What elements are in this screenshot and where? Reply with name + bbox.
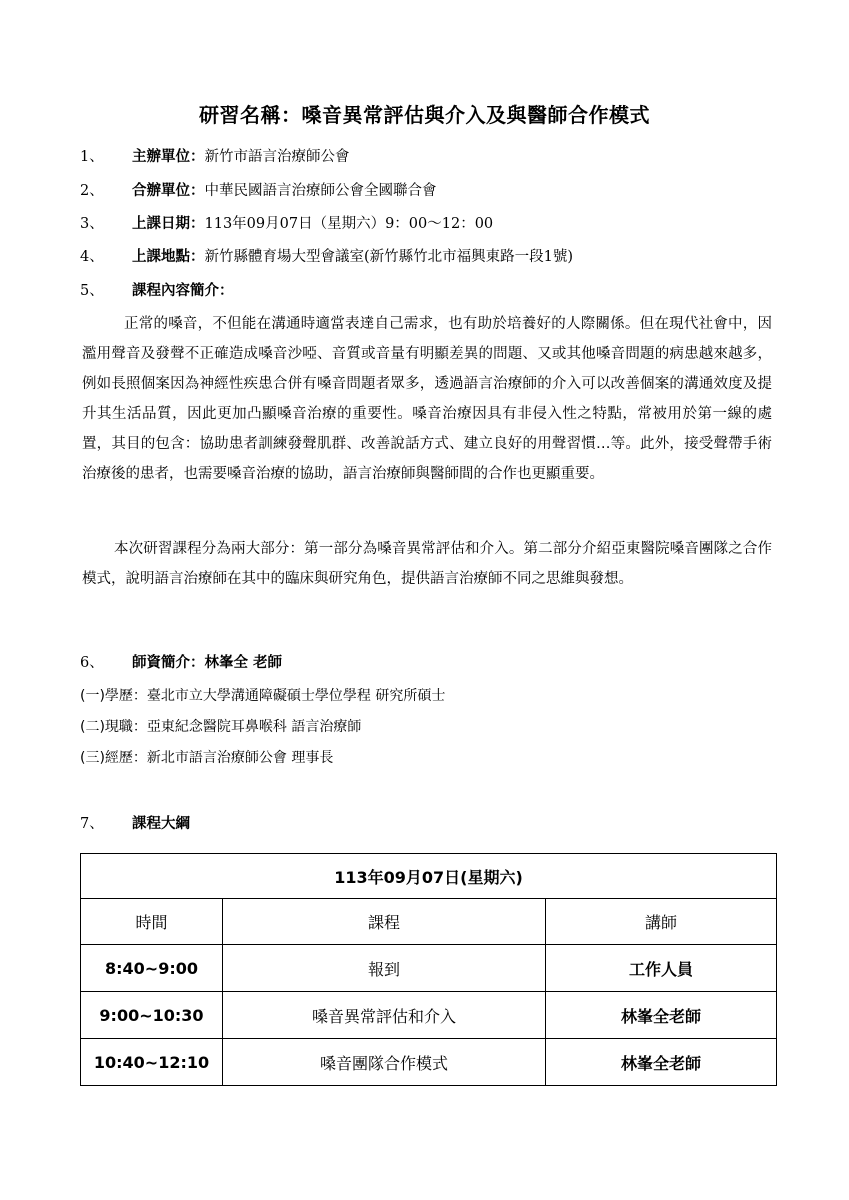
info-value: 新竹縣體育場大型會議室(新竹縣竹北市福興東路一段1號) bbox=[204, 249, 574, 265]
section-number: 7、 bbox=[80, 816, 104, 832]
info-value: 中華民國語言治療師公會全國聯合會 bbox=[204, 183, 437, 199]
info-number: 2、 bbox=[80, 183, 104, 199]
table-row bbox=[81, 1039, 777, 1086]
time-cell: 9:00~10:30 bbox=[81, 992, 223, 1039]
instructor-education: (一)學歷：臺北市立大學溝通障礙碩士學位學程 研究所碩士 bbox=[80, 688, 446, 704]
info-label: 上課日期： bbox=[132, 216, 205, 232]
schedule-table bbox=[80, 853, 777, 1086]
info-organizer bbox=[80, 146, 350, 168]
info-label: 合辦單位： bbox=[132, 183, 205, 199]
info-number: 5、 bbox=[80, 283, 104, 299]
column-header-time: 時間 bbox=[81, 899, 223, 945]
info-number: 1、 bbox=[80, 149, 104, 165]
table-row bbox=[81, 945, 777, 992]
info-label: 主辦單位： bbox=[132, 149, 205, 165]
instructor-heading bbox=[80, 652, 282, 674]
info-date bbox=[80, 213, 493, 235]
info-location bbox=[80, 246, 573, 268]
table-row bbox=[81, 992, 777, 1039]
info-value: 新竹市語言治療師公會 bbox=[204, 149, 350, 165]
schedule-date-header: 113年09月07日(星期六) bbox=[81, 854, 777, 899]
instructor-experience: (三)經歷：新北市語言治療師公會 理事長 bbox=[80, 750, 334, 766]
teacher-cell: 林峯全老師 bbox=[546, 992, 777, 1039]
course-cell: 報到 bbox=[223, 945, 546, 992]
intro-paragraph-2: 本次研習課程分為兩大部分：第一部分為嗓音異常評估和介入。第二部分介紹亞東醫院嗓音團隊之合作模式，說明語言治療師在其中的臨床與研究角色，提供語言治療師不同之思維與發想。 bbox=[82, 541, 772, 587]
info-value: 113年09月07日（星期六）9：00～12：00 bbox=[204, 216, 494, 232]
column-header-teacher: 講師 bbox=[546, 899, 777, 945]
intro-paragraph-1: 正常的嗓音，不但能在溝通時適當表達自己需求，也有助於培養好的人際關係。但在現代社會中，因濫用聲音及發聲不正確造成嗓音沙啞、音質或音量有明顯差異的問題、又或其他嗓音問題的病患越來越多，例如長照個案因為神經性疾患合併有嗓音問題者眾多，透過語言治療師的介入可以改善個案的溝通效度及提升其生活品質，因此更加凸顯嗓音治療的重要性。嗓音治療因具有非侵入性之特點，常被用於第一線的處置，其目的包含：協助患者訓練發聲肌群、改善說話方式、建立良好的用聲習慣…等。此外，接受聲帶手術治療後的患者，也需要嗓音治療的協助，語言治療師與醫師間的合作也更顯重要。 bbox=[82, 316, 772, 482]
section-number: 6、 bbox=[80, 655, 104, 671]
course-cell: 嗓音團隊合作模式 bbox=[223, 1039, 546, 1086]
section-label: 師資簡介：林峯全 老師 bbox=[132, 655, 283, 671]
info-label: 上課地點： bbox=[132, 249, 205, 265]
info-label: 課程內容簡介： bbox=[132, 283, 234, 299]
teacher-cell: 工作人員 bbox=[546, 945, 777, 992]
info-co-organizer bbox=[80, 180, 437, 202]
info-number: 4、 bbox=[80, 249, 104, 265]
document-title: 研習名稱：嗓音異常評估與介入及與醫師合作模式 bbox=[199, 103, 650, 127]
outline-heading bbox=[80, 813, 190, 835]
instructor-current-position: (二)現職：亞東紀念醫院耳鼻喉科 語言治療師 bbox=[80, 719, 362, 735]
column-header-course: 課程 bbox=[223, 899, 546, 945]
time-cell: 10:40~12:10 bbox=[81, 1039, 223, 1086]
section-label: 課程大綱 bbox=[132, 816, 190, 832]
info-course-intro bbox=[80, 280, 234, 302]
info-number: 3、 bbox=[80, 216, 104, 232]
time-cell: 8:40~9:00 bbox=[81, 945, 223, 992]
teacher-cell: 林峯全老師 bbox=[546, 1039, 777, 1086]
course-cell: 嗓音異常評估和介入 bbox=[223, 992, 546, 1039]
